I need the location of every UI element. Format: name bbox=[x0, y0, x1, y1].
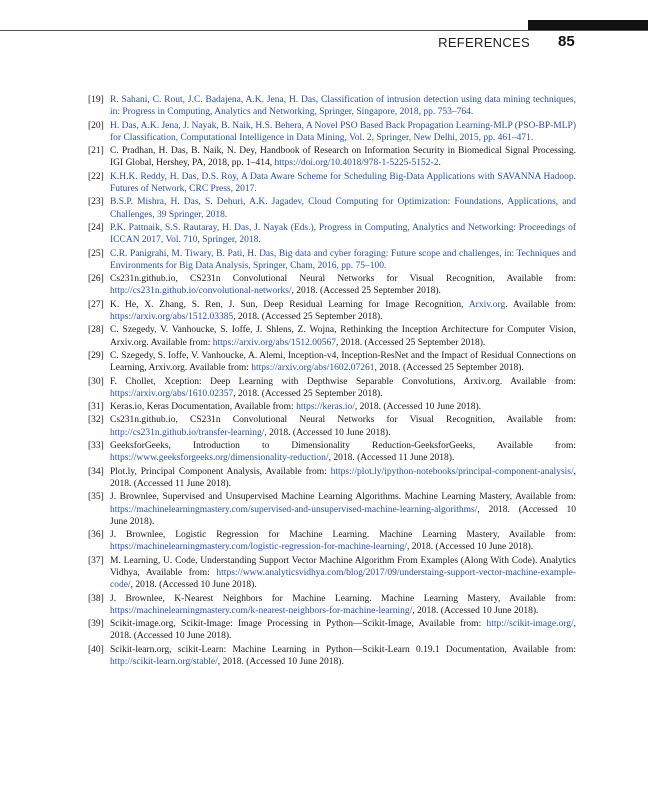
reference-item bbox=[88, 555, 576, 592]
reference-number: [36] bbox=[88, 530, 104, 541]
reference-link[interactable]: Arxiv.org bbox=[468, 299, 506, 310]
reference-text: , 2018. (Accessed 11 June 2018). bbox=[110, 466, 576, 489]
reference-link[interactable]: P.K. Pattnaik, S.S. Rautaray, H. Das, J. Nayak (Eds.), Progress in Computing, Analytics and Networking: Proceedings of ICCAN 2017, Vol. 710, Springer, 2018. bbox=[110, 222, 576, 246]
reference-link[interactable]: https://arxiv.org/abs/1512.03385 bbox=[110, 312, 234, 323]
reference-number: [34] bbox=[88, 466, 104, 477]
reference-link[interactable]: http://scikit-learn.org/stable/ bbox=[110, 657, 218, 668]
reference-number: [39] bbox=[88, 619, 104, 630]
reference-text: C. Szegedy, V. Vanhoucke, S. Ioffe, J. Shlens, Z. Wojna, Rethinking the Inception Architecture for Computer Vision, Arxiv.org. Available from: bbox=[110, 325, 576, 348]
reference-link[interactable]: https://keras.io/ bbox=[296, 402, 355, 413]
reference-number: [26] bbox=[88, 274, 104, 285]
reference-item bbox=[88, 299, 576, 324]
running-title: REFERENCES bbox=[438, 35, 530, 50]
reference-item bbox=[88, 324, 576, 349]
reference-text: M. Learning, U. Code, Understanding Support Vector Machine Algorithm From Examples (Along With Code). Analytics Vidhya, Available from: bbox=[110, 555, 576, 578]
reference-link[interactable]: C.R. Panigrahi, M. Tiwary, B. Pati, H. Das, Big data and cyber foraging: Future scope and challenges, in: Techniques and Environments for Big Data Analysis, Springer, Cham, 2016, pp. 75–100. bbox=[110, 248, 576, 271]
reference-number: [20] bbox=[88, 120, 104, 131]
reference-text: , 2018. (Accessed 25 September 2018). bbox=[233, 388, 383, 399]
reference-text: Cs231n.github.io, CS231n Convolutional Neural Networks for Visual Recognition, Available from: bbox=[110, 415, 576, 426]
reference-link[interactable]: https://machinelearningmastery.com/supervised-and-unsupervised-machine-learning-algorithms/ bbox=[110, 504, 478, 515]
reference-number: [29] bbox=[88, 350, 104, 361]
header-rule bbox=[0, 30, 648, 31]
reference-number: [22] bbox=[88, 171, 104, 182]
reference-text: J. Brownlee, K-Nearest Neighbors for Machine Learning. Machine Learning Mastery, Available from: bbox=[110, 593, 576, 604]
reference-number: [30] bbox=[88, 376, 104, 387]
reference-link[interactable]: https://arxiv.org/abs/1602.07261 bbox=[251, 363, 375, 374]
reference-number: [31] bbox=[88, 402, 104, 413]
reference-link[interactable]: https://machinelearningmastery.com/logistic-regression-for-machine-learning/ bbox=[110, 542, 408, 553]
reference-number: [19] bbox=[88, 95, 104, 105]
reference-item bbox=[88, 248, 576, 273]
reference-number: [25] bbox=[88, 248, 104, 259]
reference-text: , 2018. (Accessed 10 June 2018). bbox=[264, 427, 391, 438]
reference-item bbox=[88, 350, 576, 375]
reference-text: , 2018. (Accessed 10 June 2018). bbox=[110, 619, 576, 642]
reference-link[interactable]: https://www.geeksforgeeks.org/dimensionality-reduction/ bbox=[110, 453, 329, 464]
reference-text: , 2018. (Accessed 10 June 2018). bbox=[110, 504, 576, 527]
reference-text: , 2018. (Accessed 10 June 2018). bbox=[412, 605, 539, 616]
reference-text: C. Pradhan, H. Das, B. Naik, N. Dey, Handbook of Research on Information Security in Biomedical Signal Processing. IGI Global, Hershey, PA, 2018, pp. 1–414, bbox=[110, 146, 576, 169]
reference-number: [23] bbox=[88, 197, 104, 208]
reference-item bbox=[88, 120, 576, 145]
reference-text: , 2018. (Accessed 25 September 2018). bbox=[374, 363, 524, 374]
reference-link[interactable]: https://machinelearningmastery.com/k-nearest-neighbors-for-machine-learning/ bbox=[110, 605, 413, 616]
reference-item bbox=[88, 593, 576, 618]
reference-item bbox=[88, 222, 576, 247]
reference-number: [38] bbox=[88, 593, 104, 604]
reference-link[interactable]: B.S.P. Mishra, H. Das, S. Dehuri, A.K. Jagadev, Cloud Computing for Optimization: Foundations, Applications, and Challenges, 39 Springer, 2018. bbox=[110, 197, 576, 220]
reference-link[interactable]: R. Sahani, C. Rout, J.C. Badajena, A.K. Jena, H. Das, Classification of intrusion detection using data mining techniques, in: Progress in Computing, Analytics and Networking, Springer, Singapore, 2018, pp. 753–764. bbox=[110, 95, 576, 118]
reference-text: , 2018. (Accessed 10 June 2018). bbox=[217, 657, 344, 668]
reference-text: , 2018. (Accessed 25 September 2018). bbox=[335, 337, 486, 348]
reference-text: K. He, X. Zhang, S. Ren, J. Sun, Deep Residual Learning for Image Recognition, bbox=[110, 299, 469, 310]
reference-item bbox=[88, 196, 576, 221]
reference-text: Scikit-image.org, Scikit-Image: Image Processing in Python—Scikit-Image, Available from: bbox=[110, 619, 487, 630]
reference-number: [27] bbox=[88, 299, 104, 310]
reference-number: [28] bbox=[88, 325, 104, 336]
reference-text: F. Chollet, Xception: Deep Learning with Depthwise Separable Convolutions, Arxiv.org. Available from: bbox=[110, 376, 576, 387]
reference-link[interactable]: https://arxiv.org/abs/1512.00567 bbox=[212, 337, 336, 348]
reference-item bbox=[88, 401, 576, 413]
reference-text: Cs231n.github.io, CS231n Convolutional Neural Networks for Visual Recognition, Available from: bbox=[110, 274, 576, 285]
reference-item bbox=[88, 466, 576, 491]
reference-item bbox=[88, 618, 576, 643]
reference-number: [24] bbox=[88, 222, 104, 233]
reference-text: , 2018. (Accessed 25 September 2018). bbox=[291, 286, 441, 297]
reference-item bbox=[88, 376, 576, 401]
reference-item bbox=[88, 529, 576, 554]
reference-link[interactable]: H. Das, A.K. Jena, J. Nayak, B. Naik, H.S. Behera, A Novel PSO Based Back Propagation Learning-MLP (PSO-BP-MLP) for Classification, Computational Intelligence in Data Mining, Vol. 2, Springer, New Delhi, 2015, pp. 461–471. bbox=[110, 120, 576, 143]
reference-number: [37] bbox=[88, 555, 104, 566]
reference-item bbox=[88, 414, 576, 439]
reference-number: [35] bbox=[88, 492, 104, 503]
page-number: 85 bbox=[558, 33, 575, 50]
reference-item bbox=[88, 145, 576, 170]
reference-link[interactable]: https://arxiv.org/abs/1610.02357 bbox=[110, 388, 234, 399]
reference-text: . Available from: bbox=[505, 299, 576, 310]
reference-number: [21] bbox=[88, 146, 104, 157]
reference-text: GeeksforGeeks, Introduction to Dimensionality Reduction-GeeksforGeeks, Available from: bbox=[110, 441, 576, 452]
reference-text: , 2018. (Accessed 10 June 2018). bbox=[354, 402, 482, 413]
reference-text: J. Brownlee, Supervised and Unsupervised Machine Learning Algorithms. Machine Learning Mastery, Available from: bbox=[110, 492, 576, 503]
reference-number: [40] bbox=[88, 644, 104, 655]
reference-number: [33] bbox=[88, 441, 104, 452]
reference-item bbox=[88, 644, 576, 669]
reference-text: J. Brownlee, Logistic Regression for Machine Learning. Machine Learning Mastery, Available from: bbox=[110, 530, 576, 541]
reference-list bbox=[88, 94, 576, 669]
reference-text: , 2018. (Accessed 11 June 2018). bbox=[328, 453, 455, 464]
reference-text: . bbox=[438, 158, 441, 169]
reference-text: , 2018. (Accessed 25 September 2018). bbox=[233, 312, 383, 323]
reference-link[interactable]: https://doi.org/10.4018/978-1-5225-5152-2 bbox=[274, 158, 439, 169]
reference-link[interactable]: K.H.K. Reddy, H. Das, D.S. Roy, A Data Aware Scheme for Scheduling Big-Data Applications with SAVANNA Hadoop. Futures of Network, CRC Press, 2017. bbox=[110, 171, 576, 195]
reference-text: Keras.io, Keras Documentation, Available from: bbox=[110, 402, 297, 413]
reference-text: , 2018. (Accessed 10 June 2018). bbox=[407, 542, 534, 553]
reference-link[interactable]: https://www.analyticsvidhya.com/blog/2017/09/understaing-support-vector-machine-example-code/ bbox=[110, 567, 576, 591]
reference-item bbox=[88, 273, 576, 298]
reference-item bbox=[88, 171, 576, 196]
reference-link[interactable]: http://cs231n.github.io/transfer-learning/ bbox=[110, 427, 265, 438]
reference-item bbox=[88, 440, 576, 465]
reference-item bbox=[88, 491, 576, 528]
reference-link[interactable]: http://scikit-image.org/ bbox=[486, 619, 574, 630]
reference-item bbox=[88, 94, 576, 119]
reference-text: Plot.ly, Principal Component Analysis, Available from: bbox=[110, 466, 331, 477]
header-bar bbox=[528, 20, 648, 30]
reference-link[interactable]: http://cs231n.github.io/convolutional-networks/ bbox=[110, 286, 292, 297]
reference-link[interactable]: https://plot.ly/ipython-notebooks/principal-component-analysis/ bbox=[330, 466, 574, 477]
reference-text: Scikit-learn.org, scikit-Learn: Machine Learning in Python—Scikit-Learn 0.19.1 Documentation, Available from: bbox=[110, 644, 576, 655]
reference-number: [32] bbox=[88, 415, 104, 426]
reference-text: C. Szegedy, S. Ioffe, V. Vanhoucke, A. Alemi, Inception-v4, Inception-ResNet and the Impact of Residual Connections on Learning, Arxiv.org. Available from: bbox=[110, 350, 576, 374]
reference-text: , 2018. (Accessed 10 June 2018). bbox=[130, 580, 257, 591]
